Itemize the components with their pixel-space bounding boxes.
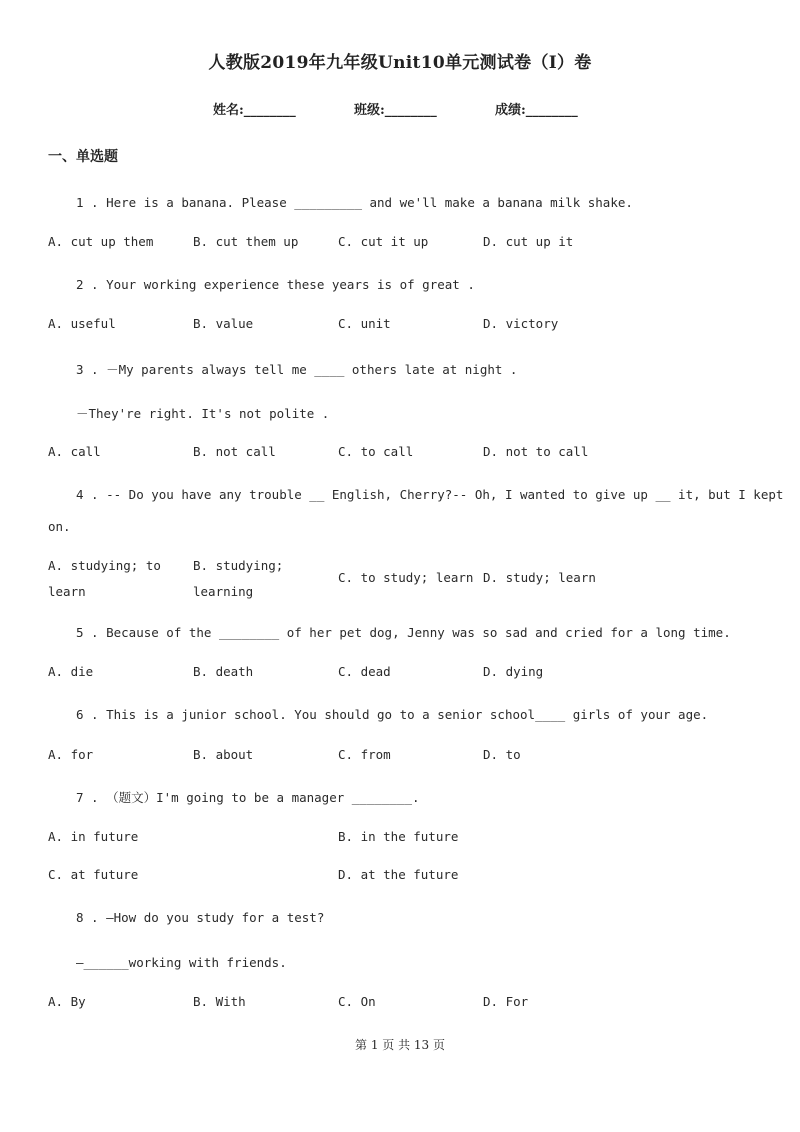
option-b: B. With — [193, 994, 246, 1009]
option-a: A. cut up them — [48, 234, 154, 249]
option-c: C. to study; learn — [338, 570, 474, 585]
option-d: D. study; learn — [483, 570, 596, 585]
option-a: A. By — [48, 994, 86, 1009]
option-c: C. at future — [48, 867, 139, 882]
option-a: A. call — [48, 444, 101, 459]
option-d: D. to — [483, 747, 521, 762]
option-a: A. studying; to — [48, 558, 161, 573]
question-5: 5 . Because of the ________ of her pet dog, Jenny was so sad and cried for a long time. — [76, 625, 731, 640]
option-a: A. useful — [48, 316, 116, 331]
question-8: 8 . —How do you study for a test? — [76, 910, 325, 925]
option-b: B. not call — [193, 444, 276, 459]
score-field: 成绩:________ — [495, 103, 578, 118]
option-b: B. death — [193, 664, 254, 679]
question-2: 2 . Your working experience these years is of great . — [76, 277, 475, 292]
option-c: C. On — [338, 994, 376, 1009]
option-a: A. for — [48, 747, 94, 762]
option-b-continued: learning — [193, 584, 254, 599]
option-d: D. dying — [483, 664, 544, 679]
option-d: D. For — [483, 994, 529, 1009]
option-c: C. to call — [338, 444, 414, 459]
document-title: 人教版2019年九年级Unit10单元测试卷（I）卷 — [208, 53, 592, 73]
option-b: B. cut them up — [193, 234, 299, 249]
question-4-continued: on. — [48, 519, 71, 534]
option-d: D. at the future — [338, 867, 459, 882]
question-4: 4 . -- Do you have any trouble __ English, Cherry?-- Oh, I wanted to give up __ it, but I kept — [76, 487, 784, 502]
page-footer: 第 1 页 共 13 页 — [355, 1038, 445, 1052]
question-6: 6 . This is a junior school. You should go to a senior school____ girls of your age. — [76, 707, 709, 722]
option-c: C. from — [338, 747, 391, 762]
question-1: 1 . Here is a banana. Please _________ and we'll make a banana milk shake. — [76, 195, 633, 210]
option-d: D. victory — [483, 316, 559, 331]
option-b: B. studying; — [193, 558, 284, 573]
question-3: 3 . －My parents always tell me ____ others late at night . — [76, 362, 518, 377]
option-a-continued: learn — [48, 584, 86, 599]
option-d: D. cut up it — [483, 234, 574, 249]
option-a: A. die — [48, 664, 94, 679]
section-heading: 一、单选题 — [48, 149, 118, 165]
option-c: C. dead — [338, 664, 391, 679]
option-b: B. value — [193, 316, 254, 331]
name-field: 姓名:________ — [213, 103, 296, 118]
question-8-reply: —______working with friends. — [76, 955, 287, 970]
option-c: C. cut it up — [338, 234, 429, 249]
option-d: D. not to call — [483, 444, 589, 459]
option-c: C. unit — [338, 316, 391, 331]
option-a: A. in future — [48, 829, 139, 844]
option-b: B. in the future — [338, 829, 459, 844]
class-field: 班级:________ — [354, 103, 437, 118]
option-b: B. about — [193, 747, 254, 762]
question-3-reply: －They're right. It's not polite . — [76, 406, 330, 421]
question-7: 7 . （题文）I'm going to be a manager ________. — [76, 790, 420, 805]
